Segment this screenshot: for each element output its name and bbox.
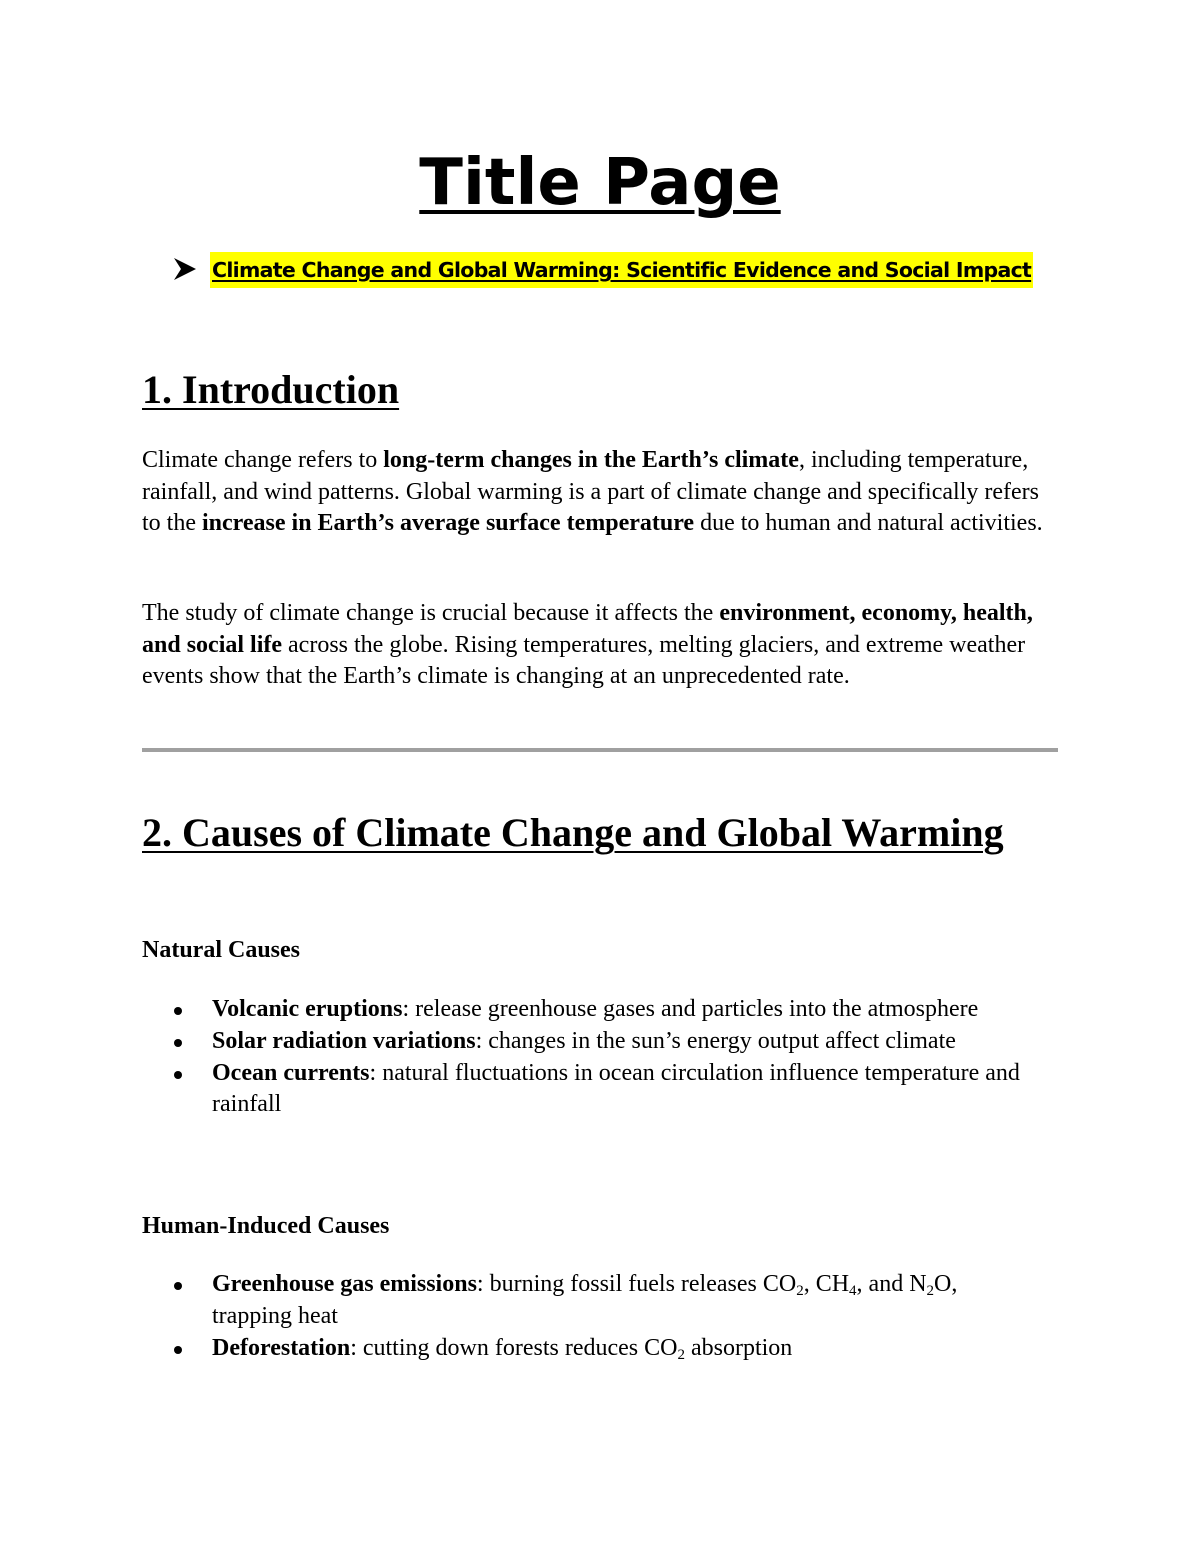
subscript: 2 xyxy=(926,1283,935,1299)
list-item-term: Ocean currents xyxy=(212,1059,370,1086)
intro-p2-bold-1: environment, economy, health, and social life xyxy=(142,600,1033,658)
list-item-term: Volcanic eruptions xyxy=(212,996,403,1022)
intro-p1-bold-2: increase in Earth’s average surface temperature xyxy=(202,510,695,536)
list-item xyxy=(142,1269,1032,1333)
list-item-desc: , CH xyxy=(803,1271,850,1297)
causes-heading: 2. Causes of Climate Change and Global Warming xyxy=(142,810,1004,855)
list-item-desc: : burning fossil fuels releases CO xyxy=(476,1271,797,1297)
list-item-desc: : cutting down forests reduces CO xyxy=(350,1334,678,1361)
intro-p2-text-1: The study of climate change is crucial because it affects the xyxy=(142,600,720,626)
list-item-desc: absorption xyxy=(684,1334,793,1361)
list-item-desc: O, trapping heat xyxy=(212,1271,958,1329)
section-divider xyxy=(142,748,1058,752)
page-title: Title Page xyxy=(419,146,781,220)
subscript: 2 xyxy=(677,1346,685,1363)
natural-causes-heading: Natural Causes xyxy=(142,937,301,963)
round-bullet-icon xyxy=(174,1346,182,1354)
intro-p1-text-3: due to human and natural activities. xyxy=(694,510,1043,536)
list-item-term: Solar radiation variations xyxy=(212,1027,476,1054)
intro-paragraph-1 xyxy=(142,445,1057,540)
intro-paragraph-2 xyxy=(142,598,1057,693)
human-causes-list xyxy=(142,1269,1032,1364)
list-item-desc: : changes in the sun’s energy output affect climate xyxy=(475,1027,956,1054)
subscript: 2 xyxy=(796,1283,804,1299)
list-item-desc: : release greenhouse gases and particles into the atmosphere xyxy=(402,996,979,1022)
list-item xyxy=(142,1026,1032,1058)
round-bullet-icon xyxy=(174,1007,182,1015)
list-item-desc: , and N xyxy=(856,1271,927,1297)
list-item-desc: : natural fluctuations in ocean circulation influence temperature and rainfall xyxy=(212,1059,1020,1118)
round-bullet-icon xyxy=(174,1282,182,1290)
document-subtitle: Climate Change and Global Warming: Scientific Evidence and Social Impact xyxy=(210,252,1033,288)
natural-causes-list xyxy=(142,994,1032,1121)
subscript: 4 xyxy=(849,1283,857,1299)
human-causes-heading: Human-Induced Causes xyxy=(142,1213,390,1239)
round-bullet-icon xyxy=(174,1071,182,1079)
intro-p2-text-2: across the globe. Rising temperatures, melting glaciers, and extreme weather events show that the Earth’s climate is changing at an unprecedented rate. xyxy=(142,631,1026,689)
list-item-term: Deforestation xyxy=(212,1334,351,1361)
intro-p1-text-2: , including temperature, rainfall, and wind patterns. Global warming is a part of climate change and specifically refers to the xyxy=(142,447,1039,536)
round-bullet-icon xyxy=(174,1039,182,1047)
intro-p1-bold-1: long-term changes in the Earth’s climate xyxy=(383,447,799,473)
list-item-term: Greenhouse gas emissions xyxy=(212,1271,477,1297)
list-item xyxy=(142,1058,1032,1122)
intro-p1-text-1: Climate change refers to xyxy=(142,447,384,473)
introduction-heading: 1. Introduction xyxy=(142,367,400,412)
arrowhead-bullet-icon xyxy=(172,256,198,282)
list-item xyxy=(142,1333,1032,1365)
list-item xyxy=(142,994,1032,1026)
